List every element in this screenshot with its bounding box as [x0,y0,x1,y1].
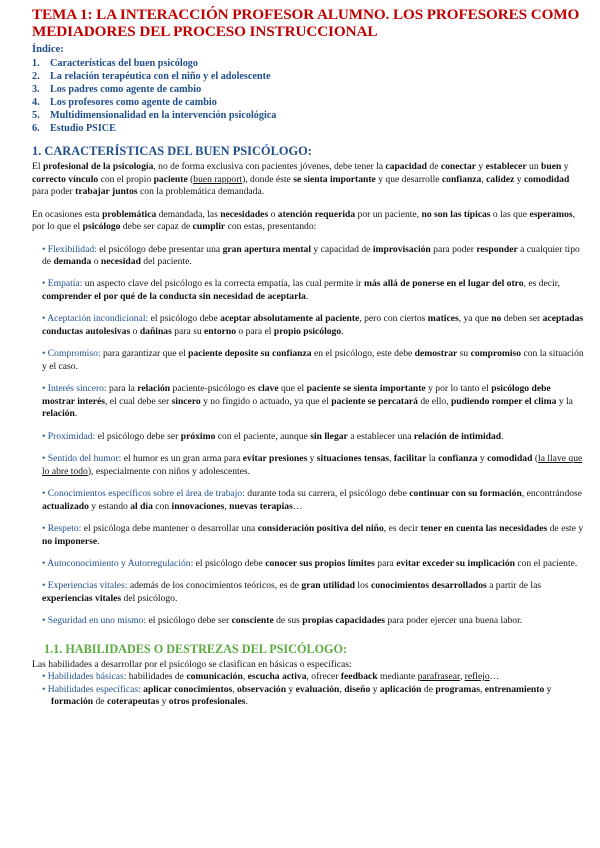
skill-basicas: • Habilidades básicas: habilidades de comunicación, escucha activa, ofrecer feedback mediante parafrasear, reflejo… [42,671,500,683]
quality-term: Conocimientos específicos sobre el área de trabajo: [47,488,245,500]
bullet-icon: • [42,683,48,695]
index-item-number: 1. [32,57,40,69]
index-item-number: 4. [32,96,40,108]
skills-list [42,671,584,708]
item-aceptacion: • Aceptación incondicional: el psicólogo debe aceptar absolutamente al paciente, pero con ciertos matices, ya que no deben ser aceptadas conductas autolesivas o dañinas para su entorno o para el propio psicólogo. [42,313,584,337]
bullet-icon: • [42,430,48,442]
index-heading: Índice: [32,44,64,56]
quality-term: Interés sincero: [47,383,107,395]
item-humor: • Sentido del humor: el humor es un gran arma para evitar presiones y situaciones tensas, facilitar la confianza y comodidad (la llave que lo abre todo), especialmente con niños y adolescentes. [42,453,583,477]
item-flexibilidad: • Flexibilidad: el psicólogo debe presentar una gran apertura mental y capacidad de improvisación para poder responder a cualquier tipo de demanda o necesidad del paciente. [42,243,580,268]
index-item-6[interactable] [32,122,584,135]
item-experiencias: • Experiencias vitales: además de los conocimientos teóricos, es de gran utilidad los conocimientos desarrollados a partir de las experiencias vitales del psicólogo. [42,580,542,604]
section-1-paragraph-1: El profesional de la psicología, no de forma exclusiva con pacientes jóvenes, debe tener la capacidad de conectar y establecer un buen y correcto vínculo con el propio paciente (buen rapport), donde éste se sienta importante y que desarrolle confianza, calidez y comodidad para poder trabajar juntos con la problemática demandada. [32,161,570,198]
skill-term: Habilidades básicas: [47,671,127,683]
bullet-icon: • [42,243,48,255]
quality-term: Proximidad: [47,430,96,442]
bullet-icon: • [42,671,48,683]
quality-term: Aceptación incondicional: [47,313,149,325]
bullet-icon: • [42,615,48,627]
quality-term: Compromiso: [47,348,101,360]
index-item-label: Características del buen psicólogo [50,57,198,69]
skill-especificas: • Habilidades específicas: aplicar conocimientos, observación y evaluación, diseño y aplicación de programas, entrenamiento y formación de coterapeutas y otros profesionales. [42,683,552,708]
quality-term: Sentido del humor: [47,453,122,465]
index-item-label: Los profesores como agente de cambio [50,96,217,108]
section-1-heading: 1. CARACTERÍSTICAS DEL BUEN PSICÓLOGO: [32,144,312,159]
section-1-paragraph-2: En ocasiones esta problemática demandada, las necesidades o atención requerida por un paciente, no son las típicas o las que esperamos, por lo que el psicólogo debe ser capaz de cumplir con estas, presentando: [32,208,576,233]
section-1-1-heading: 1.1. HABILIDADES O DESTREZAS DEL PSICÓLOGO: [44,641,348,656]
bullet-icon: • [42,453,48,465]
index-item-number: 6. [32,123,40,135]
index-item-label: Multidimensionalidad en la intervención psicológica [50,109,277,121]
index-item-2[interactable] [32,70,584,83]
quality-term: Autoconocimiento y Autorregulación: [47,557,194,569]
index-item-number: 3. [32,83,40,95]
index-item-number: 2. [32,70,40,82]
item-autoconocimiento: • Autoconocimiento y Autorregulación: el psicólogo debe conocer sus propios límites para evitar exceder su implicación con el paciente. [42,557,578,569]
item-seguridad: • Seguridad en uno mismo: el psicólogo debe ser consciente de sus propias capacidades para poder ejercer una buena labor. [42,615,523,627]
item-empatia: • Empatía: un aspecto clave del psicólogo es la correcta empatía, las cual permite ir más allá de ponerse en el lugar del otro, es decir, comprender el por qué de la conducta sin necesidad de aceptarla. [42,278,560,302]
index-item-number: 5. [32,109,40,121]
index-item-label: Estudio PSICE [50,123,116,135]
index-item-3[interactable] [32,83,584,96]
item-compromiso: • Compromiso: para garantizar que el paciente deposite su confianza en el psicólogo, este debe demostrar su compromiso con la situación y el caso. [42,348,584,372]
bullet-icon: • [42,313,48,325]
index-item-4[interactable] [32,96,584,109]
quality-term: Flexibilidad: [47,243,97,255]
quality-term: Respeto: [47,523,82,535]
quality-term: Empatía: [47,278,83,290]
item-respeto: • Respeto: el psicóloga debe mantener o desarrollar una consideración positiva del niño, es decir tener en cuenta las necesidades de este y no imponerse. [42,523,584,547]
item-proximidad: • Proximidad: el psicólogo debe ser próximo con el paciente, aunque sin llegar a establecer una relación de intimidad. [42,430,504,442]
bullet-icon: • [42,348,48,360]
qualities-list [32,244,584,628]
index-item-1[interactable] [32,57,584,70]
item-interes: • Interés sincero: para la relación paciente-psicólogo es clave que el paciente se sienta importante y por lo tanto el psicólogo debe mostrar interés, el cual debe ser sincero y no fingido o actuado, ya que el paciente se percatará de ello, pudiendo romper el clima y la relación. [42,383,573,420]
index-list [32,57,584,135]
section-1-1-intro: Las habilidades a desarrollar por el psicólogo se clasifican en básicas o específicas: [32,658,352,670]
bullet-icon: • [42,278,48,290]
document-title: TEMA 1: LA INTERACCIÓN PROFESOR ALUMNO. LOS PROFESORES COMO MEDIADORES DEL PROCESO INSTRUCCIONAL [32,6,580,41]
index-item-label: Los padres como agente de cambio [50,83,202,95]
bullet-icon: • [42,557,48,569]
index-item-5[interactable] [32,109,584,122]
quality-term: Experiencias vitales: [47,580,128,592]
bullet-icon: • [42,523,48,535]
skill-term: Habilidades específicas: [47,683,141,695]
bullet-icon: • [42,488,48,500]
quality-term: Seguridad en uno mismo: [47,615,147,627]
item-conocimientos: • Conocimientos específicos sobre el área de trabajo: durante toda su carrera, el psicólogo debe continuar con su formación, encontrándose actualizado y estando al día con innovaciones, nuevas terapias… [42,488,583,512]
bullet-icon: • [42,383,48,395]
index-item-label: La relación terapéutica con el niño y el adolescente [50,70,271,82]
bullet-icon: • [42,580,48,592]
